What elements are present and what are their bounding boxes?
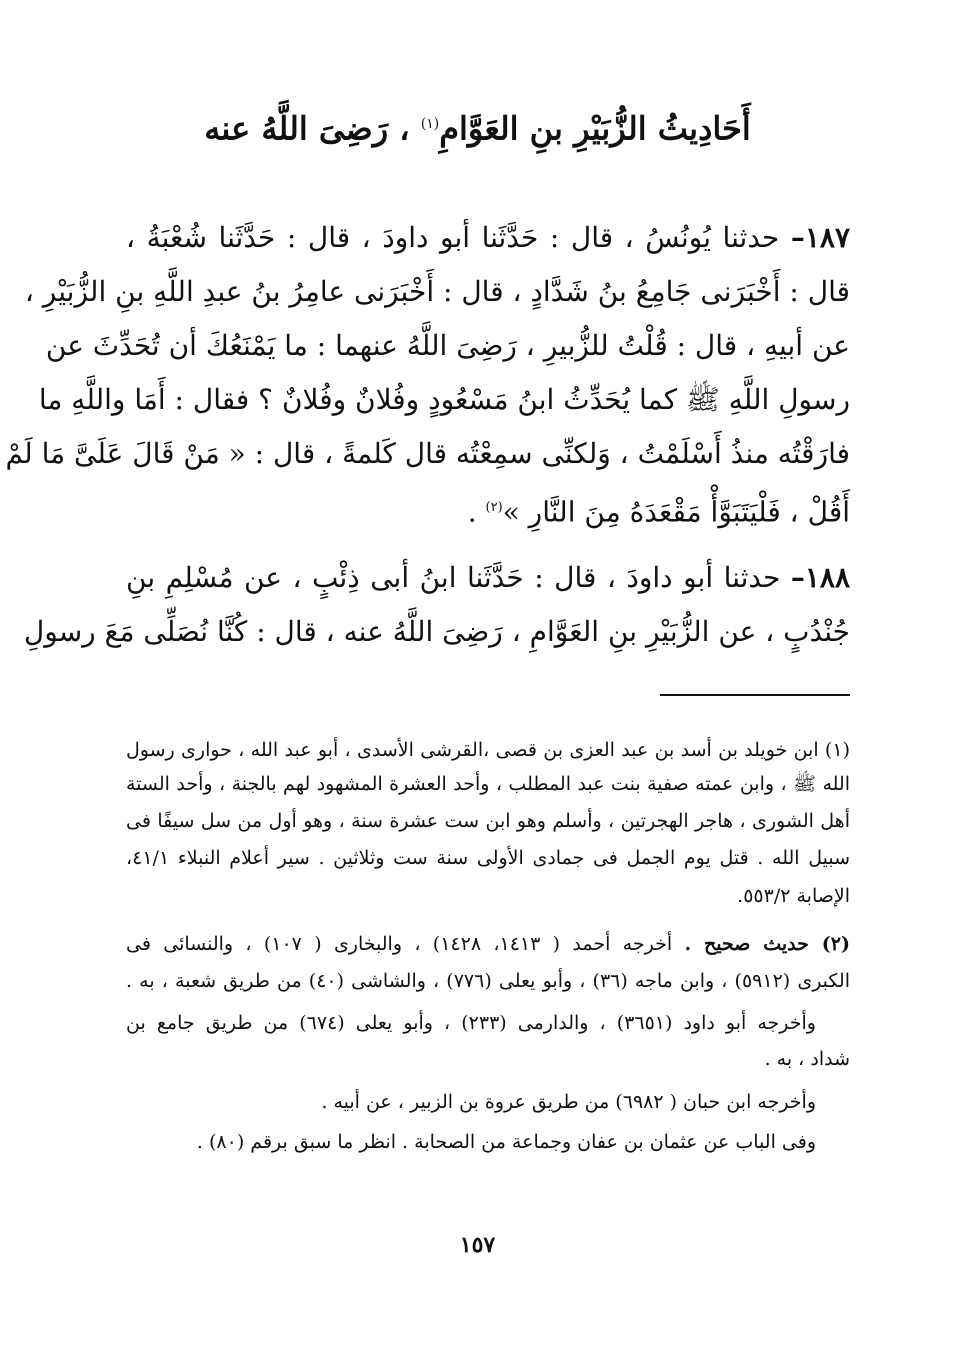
hadith-187-line-4: رسولِ اللَّهِ ﷺ كما يُحَدِّثُ ابنُ مَسْعُودٍ وفُلانٌ وفُلانٌ ؟ فقال : أَمَا واللَّهِ ما: [38, 383, 850, 416]
footnote-2-line-1: [126, 928, 850, 960]
footnote-2-line-6: وفى الباب عن عثمان بن عفان وجماعة من الصحابة . انظر ما سبق برقم (٨٠) .: [196, 1131, 816, 1153]
hadith-187-text-1: حدثنا يُونُسُ ، قال : حَدَّثَنا أبو داودَ ، قال : حَدَّثَنا شُعْبَةُ ،: [126, 221, 780, 254]
footnote-2-line-2: الكبرى (٥٩١٢) ، وابن ماجه (٣٦) ، وأبو يعلى (٧٧٦) ، والشاشى (٤٠) من طريق شعبة ، به .: [126, 970, 850, 992]
hadith-187-line-3: عن أبيهِ ، قال : قُلْتُ للزُّبيرِ ، رَضِىَ اللَّهُ عنهما : ما يَمْنَعُكَ أن تُحَدِّثَ عن: [45, 329, 850, 362]
hadith-187-line-1: [126, 214, 850, 262]
hadith-187-note-ref: (٢): [485, 500, 503, 515]
footnote-separator: [660, 694, 850, 696]
page-number: ١٥٧: [459, 1232, 496, 1258]
footnote-2-text-1: أخرجه أحمد ( ١٤١٣، ١٤٢٨) ، والبخارى ( ١٠٧) ، والنسائى فى: [126, 933, 673, 955]
hadith-187-text-6: أَقُلْ ، فَلْيَتَبَوَّأْ مَقْعَدَهُ مِنَ النَّارِ »: [502, 495, 850, 529]
footnote-2-label: (٢) حديث صحيح .: [684, 933, 850, 955]
chapter-title-note-ref: (١): [420, 116, 440, 132]
hadith-188-line-1: [126, 554, 850, 602]
footnote-1-line-1: (١) ابن خويلد بن أسد بن عبد العزى بن قصى ،القرشى الأسدى ، أبو عبد الله ، حوارى رسول: [126, 739, 850, 761]
hadith-187-line-5: فارَقْتُه منذُ أَسْلَمْتُ ، وَلكنِّى سمِعْتُه قال كَلمةً ، قال : « مَنْ قَالَ عَلَىَّ مَا لَمْ: [5, 437, 850, 470]
hadith-187-line-2: قال : أَخْبَرَنى جَامِعُ بنُ شَدَّادٍ ، قال : أَخْبَرَنى عامِرُ بنُ عبدِ اللَّهِ بنِ الزُّبَيْرِ ،: [24, 275, 850, 308]
footnote-1-line-2: الله ﷺ ، وابن عمته صفية بنت عبد المطلب ، وأحد العشرة المشهود لهم بالجنة ، وأحد الستة: [126, 773, 850, 795]
footnote-2-line-4: شداد ، به .: [764, 1048, 850, 1070]
hadith-188-text-1: حدثنا أبو داودَ ، قال : حَدَّثَنا ابنُ أبى ذِئْبٍ ، عن مُسْلِمِ بنِ: [126, 561, 781, 594]
footnote-1-line-5: الإصابة ٥٥٣/٢.: [737, 885, 850, 907]
chapter-title: [120, 98, 835, 155]
hadith-187-line-end: .: [467, 495, 477, 529]
chapter-title-text: أَحَادِيثُ الزُّبَيْرِ بنِ العَوَّامِ: [439, 109, 751, 148]
footnote-2-line-5: وأخرجه ابن حبان ( ٦٩٨٢) من طريق عروة بن الزبير ، عن أبيه .: [321, 1091, 816, 1113]
hadith-187-number: ١٨٧–: [790, 221, 850, 254]
footnote-2-line-3: وأخرجه أبو داود (٣٦٥١) ، والدارمى (٢٣٣) ، وأبو يعلى (٦٧٤) من طريق جامع بن: [126, 1012, 816, 1034]
hadith-188-number: ١٨٨–: [790, 561, 850, 594]
chapter-title-suffix: ، رَضِىَ اللَّهُ عنه: [204, 109, 410, 148]
hadith-188-line-2: جُنْدُبٍ ، عن الزُّبَيْرِ بنِ العَوَّامِ ، رَضِىَ اللَّهُ عنه ، قال : كُنَّا نُصَلِّى مَعَ رسولِ: [23, 615, 850, 648]
footnote-1-line-3: أهل الشورى ، هاجر الهجرتين ، وأسلم وهو ابن ست عشرة سنة ، وهو أول من سل سيفًا فى: [126, 810, 850, 832]
footnote-1-line-4: سبيل الله . قتل يوم الجمل فى جمادى الأولى سنة ست وثلاثين . سير أعلام النبلاء ٤١/١،: [126, 847, 850, 869]
hadith-187-line-6: [126, 484, 850, 532]
